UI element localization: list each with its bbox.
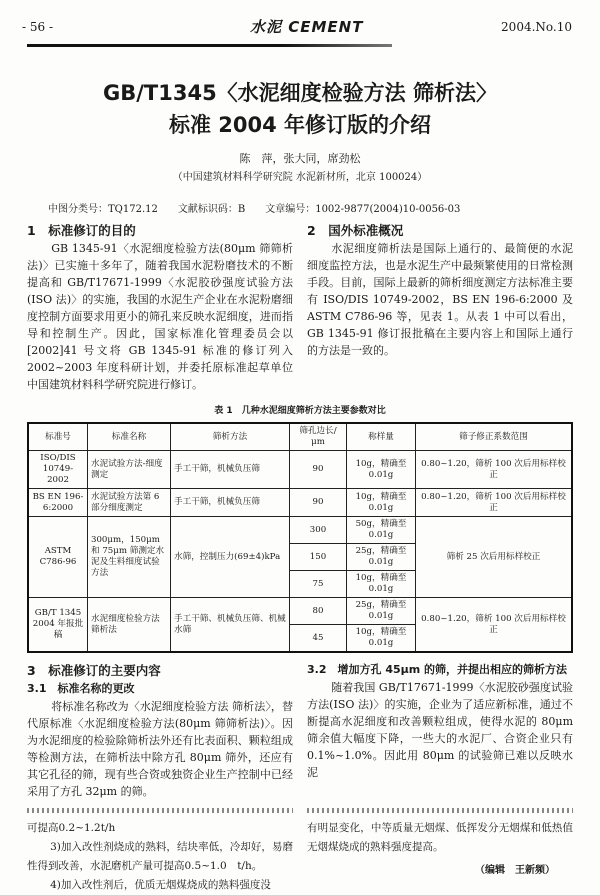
table-row [28, 598, 572, 625]
cell-size: 90 [290, 489, 347, 517]
table-row [28, 489, 572, 517]
other-article-item-3: 3)加入改性剂烧成的熟料，结块率低，冷却好，易磨性得到改善，水泥磨机产量可提高0.5~1.0 t/h。 [27, 841, 293, 872]
cell-method: 手工干筛，机械负压筛 [171, 451, 290, 489]
table-caption: 表 1 几种水泥细度筛析方法主要参数对比 [214, 406, 386, 416]
other-article [27, 819, 573, 895]
section-3-left [27, 661, 293, 800]
other-article-item-4: 4)加入改性剂后，优质无烟煤烧成的熟料强度没 [50, 879, 271, 891]
cell-size: 75 [290, 571, 347, 598]
cell-name: 水泥试验方法第 6 部分细度测定 [88, 489, 171, 517]
cell-code: GB/T 1345 2004 年报批稿 [28, 598, 88, 653]
cell-method: 手工干筛、机械负压筛、机械水筛 [171, 598, 290, 653]
section-3 [27, 661, 573, 800]
header-cell: 标准号 [28, 423, 88, 451]
cell-name: 300μm，150μm 和 75μm 筛测定水泥及生料细度试验方法 [88, 517, 171, 598]
cell-correction: 筛析 25 次后用标样校正 [416, 517, 573, 598]
sections-1-2 [27, 221, 573, 393]
other-article-text: 有明显变化，中等质量无烟煤、低挥发分无烟煤和低热值无烟煤烧成的熟料强度提高。 [307, 822, 573, 853]
page-number: - 56 - [22, 20, 54, 34]
cell-sample: 10g，精确至 0.01g [347, 489, 416, 517]
cell-code: BS EN 196-6:2000 [28, 489, 88, 517]
cell-method: 水筛，控制压力(69±4)kPa [171, 517, 290, 598]
cell-correction: 0.80~1.20，筛析 100 次后用标样校正 [416, 489, 573, 517]
affiliation: （中国建筑材料科学研究院 水泥新材所，北京 100024） [172, 172, 428, 183]
other-article-line: 可提高0.2~1.2t/h [27, 822, 116, 834]
table-row [28, 517, 572, 544]
cell-sample: 25g，精确至 0.01g [347, 544, 416, 571]
cell-correction: 0.80~1.20，筛析 100 次后用标样校正 [416, 451, 573, 489]
cell-size: 90 [290, 451, 347, 489]
section-3-right [307, 661, 573, 781]
header-rule [27, 44, 392, 47]
other-article-left [27, 819, 293, 895]
cell-code: ASTM C786-96 [28, 517, 88, 598]
cell-name: 水泥试验方法-细度测定 [88, 451, 171, 489]
cell-sample: 50g，精确至 0.01g [347, 517, 416, 544]
header-cell: 筛孔边长/μm [290, 423, 347, 451]
cell-name: 水泥细度检验方法 筛析法 [88, 598, 171, 653]
cell-correction: 0.80~1.20，筛析 100 次后用标样校正 [416, 598, 573, 653]
decorative-divider-right [307, 808, 573, 813]
cell-size: 300 [290, 517, 347, 544]
cell-sample: 10g，精确至 0.01g [347, 571, 416, 598]
classification-line: 中图分类号：TQ172.12 文献标识码：B 文章编号：1002-9877(2004)10-0056-03 [48, 204, 461, 215]
section-2-paragraph: 水泥细度筛析法是国际上通行的、最简便的水泥细度监控方法，也是水泥生产中最频繁使用的日常检测手段。目前，国际上最新的筛析细度测定方法标准主要有 ISO/DIS 10749-2002，BS EN 196-6:2000 及 ASTM C786-96 等，见表 1。从表 1 中可以看出，GB 1345-91 修订报批稿在主要内容上和国际上通行的方法是一致的。 [307, 242, 573, 357]
cell-method: 手工干筛，机械负压筛 [171, 489, 290, 517]
editor-credit: （编辑 王新频） [475, 865, 555, 876]
journal-logo: 水泥 CEMENT [250, 18, 364, 36]
cell-size: 80 [290, 598, 347, 625]
header-cell: 称样量 [347, 423, 416, 451]
decorative-divider-left [27, 808, 293, 813]
section-3-1-paragraph: 将标准名称改为〈水泥细度检验方法 筛析法〉，替代原标准〈水泥细度检验方法(80μm 筛筛析法)〉。因为水泥细度的检验除筛析法外还有比表面积、颗粒组成等检测方法，在筛析法中除方孔 80μm 筛外，还应有其它孔径的筛，现有些合资或独资企业生产控制中已经采用了方孔 32μm 的筛。 [27, 700, 293, 798]
authors: 陈 萍，张大同，席劲松 [239, 152, 361, 165]
cell-sample: 25g，精确至 0.01g [347, 598, 416, 625]
article-title-line1: GB/T1345〈水泥细度检验方法 筛析法〉 [103, 81, 497, 105]
section-3-2-heading: 3.2 增加方孔 45μm 的筛，并提出相应的筛析方法 [307, 663, 568, 676]
section-3-1-heading: 3.1 标准名称的更改 [27, 682, 135, 695]
left-column-top [27, 221, 293, 393]
cell-sample: 10g，精确至 0.01g [347, 451, 416, 489]
table-header-row [28, 423, 572, 451]
cell-size: 150 [290, 544, 347, 571]
section-1-heading: 1 标准修订的目的 [27, 223, 136, 238]
article-body [27, 200, 573, 895]
section-3-heading: 3 标准修订的主要内容 [27, 663, 161, 678]
section-2-heading: 2 国外标准概况 [307, 223, 404, 238]
comparison-table [27, 422, 573, 653]
issue-number: 2004.No.10 [501, 20, 572, 34]
cell-code: ISO/DIS 10749-2002 [28, 451, 88, 489]
header-cell: 标准名称 [88, 423, 171, 451]
cell-sample: 10g，精确至 0.01g [347, 625, 416, 653]
header-cell: 筛子修正系数范围 [416, 423, 573, 451]
section-3-2-paragraph: 随着我国 GB/T17671-1999〈水泥胶砂强度试验方法(ISO 法)〉的实施，企业为了适应新标准，通过不断提高水泥细度和改善颗粒组成，使得水泥的 80μm 筛余值大幅度下降，一些大的水泥厂、合资企业只有 0.1%~1.0%。因此用 80μm 的试验筛已难以反映水泥 [307, 681, 573, 779]
cell-size: 45 [290, 625, 347, 653]
header-cell: 筛析方法 [171, 423, 290, 451]
decorative-divider [27, 808, 573, 813]
section-1-paragraph: GB 1345-91〈水泥细度检验方法(80μm 筛筛析法)〉已实施十多年了，随着我国水泥粉磨技术的不断提高和 GB/T17671-1999〈水泥胶砂强度试验方法(ISO 法)〉的实施，我国的水泥生产企业在水泥粉磨细度控制方面要求用更小的筛孔来反映水泥细度，进而指导和控制生产。因此，国家标准化管理委员会以[2002]41 号文将 GB 1345-91 标准的修订列入 2002~2003 年度科研计划，并委托原标准起草单位中国建筑材料科学研究院进行修订。 [27, 242, 293, 391]
article-title-line2: 标准 2004 年修订版的介绍 [168, 113, 432, 137]
table-row [28, 451, 572, 489]
right-column-top [307, 221, 573, 359]
